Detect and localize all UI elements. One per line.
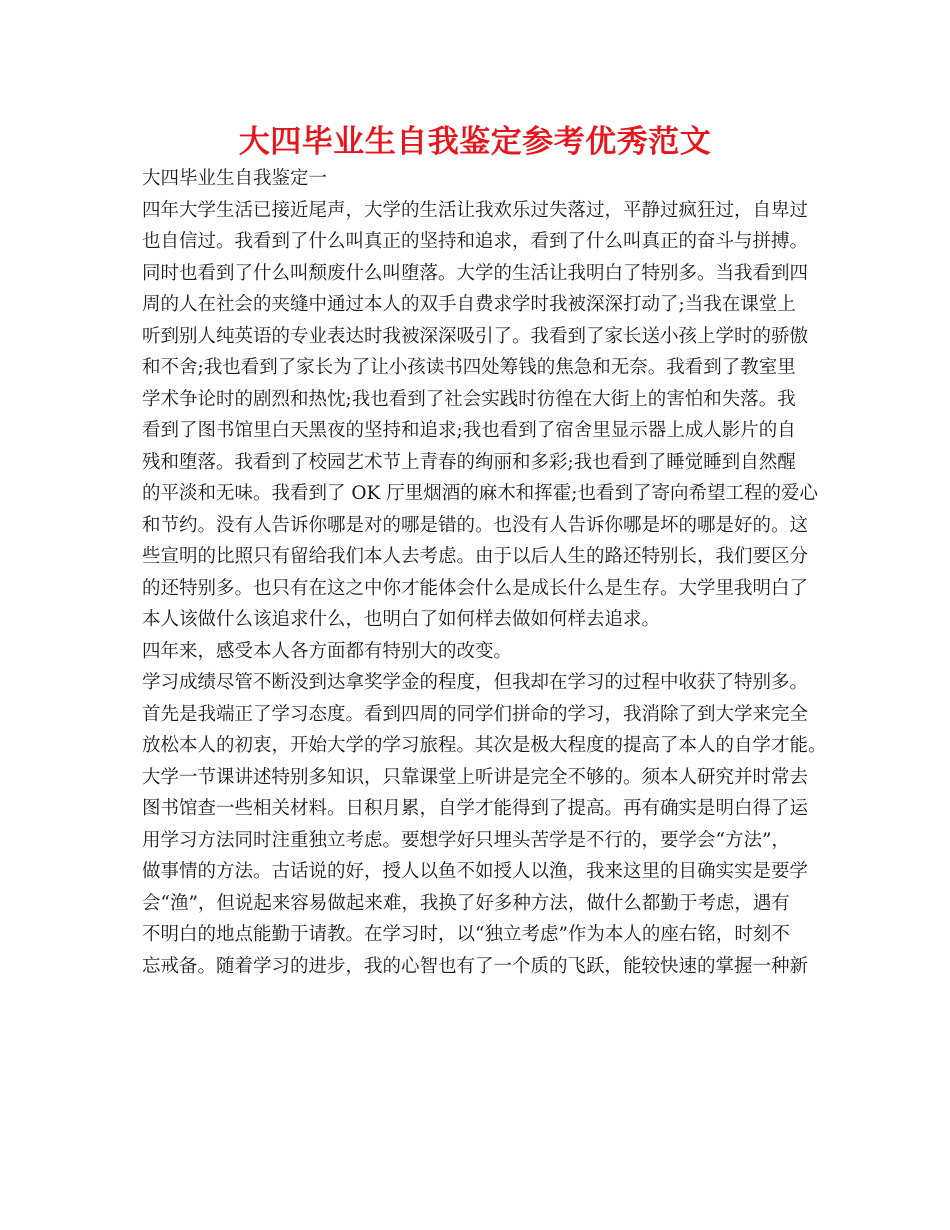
body-line: 的平淡和无味。我看到了 OK 厅里烟酒的麻木和挥霍;也看到了寄向希望工程的爱心	[142, 483, 818, 504]
body-line: 也自信过。我看到了什么叫真正的坚持和追求，看到了什么叫真正的奋斗与拼搏。	[142, 231, 809, 252]
body-line: 不明白的地点能勤于请教。在学习时，以“独立考虑”作为本人的座右铭，时刻不	[142, 924, 790, 945]
body-line: 和不舍;我也看到了家长为了让小孩读书四处筹钱的焦急和无奈。我看到了教室里	[142, 357, 796, 378]
document-title: 大四毕业生自我鉴定参考优秀范文	[238, 124, 712, 160]
body-line: 大学一节课讲述特别多知识，只靠课堂上听讲是完全不够的。须本人研究并时常去	[142, 766, 809, 788]
body-line: 图书馆查一些相关材料。日积月累，自学才能得到了提高。再有确实是明白得了运	[142, 798, 809, 819]
body-line: 学术争论时的剧烈和热忱;我也看到了社会实践时彷徨在大街上的害怕和失落。我	[142, 388, 796, 410]
body-line: 听到别人纯英语的专业表达时我被深深吸引了。我看到了家长送小孩上学时的骄傲	[142, 325, 809, 347]
body-line: 做事情的方法。古话说的好，授人以鱼不如授人以渔，我来这里的目确实实是要学	[142, 861, 809, 882]
body-line: 放松本人的初衷，开始大学的学习旅程。其次是极大程度的提高了本人的自学才能。	[142, 735, 827, 756]
body-line: 四年大学生活已接近尾声，大学的生活让我欢乐过失落过，平静过疯狂过，自卑过	[142, 199, 809, 221]
body-line: 些宣明的比照只有留给我们本人去考虑。由于以后人生的路还特别长，我们要区分	[142, 546, 809, 567]
body-line: 忘戒备。随着学习的进步，我的心智也有了一个质的飞跃，能较快速的掌握一种新	[142, 955, 809, 977]
body-line: 学习成绩尽管不断没到达拿奖学金的程度，但我却在学习的过程中收获了特别多。	[142, 672, 809, 693]
section-heading: 大四毕业生自我鉴定一	[142, 168, 328, 189]
document-body	[142, 163, 842, 982]
body-line: 本人该做什么该追求什么，也明白了如何样去做如何样去追求。	[142, 609, 661, 630]
body-line: 和节约。没有人告诉你哪是对的哪是错的。也没有人告诉你哪是坏的哪是好的。这	[142, 514, 809, 536]
body-line: 用学习方法同时注重独立考虑。要想学好只埋头苦学是不行的，要学会“方法”，	[142, 829, 790, 851]
body-line: 会“渔”，但说起来容易做起来难，我换了好多种方法，做什么都勤于考虑，遇有	[142, 892, 790, 914]
body-line: 看到了图书馆里白天黑夜的坚持和追求;我也看到了宿舍里显示器上成人影片的自	[142, 420, 796, 441]
body-line: 的还特别多。也只有在这之中你才能体会什么是成长什么是生存。大学里我明白了	[142, 577, 809, 599]
body-line: 首先是我端正了学习态度。看到四周的同学们拼命的学习，我消除了到大学来完全	[142, 703, 809, 725]
body-line: 残和堕落。我看到了校园艺术节上青春的绚丽和多彩;我也看到了睡觉睡到自然醒	[142, 451, 796, 473]
body-line: 四年来，感受本人各方面都有特别大的改变。	[142, 640, 513, 662]
body-line: 周的人在社会的夹缝中通过本人的双手自费求学时我被深深打动了;当我在课堂上	[142, 294, 796, 315]
body-line: 同时也看到了什么叫颓废什么叫堕落。大学的生活让我明白了特别多。当我看到四	[142, 262, 809, 284]
